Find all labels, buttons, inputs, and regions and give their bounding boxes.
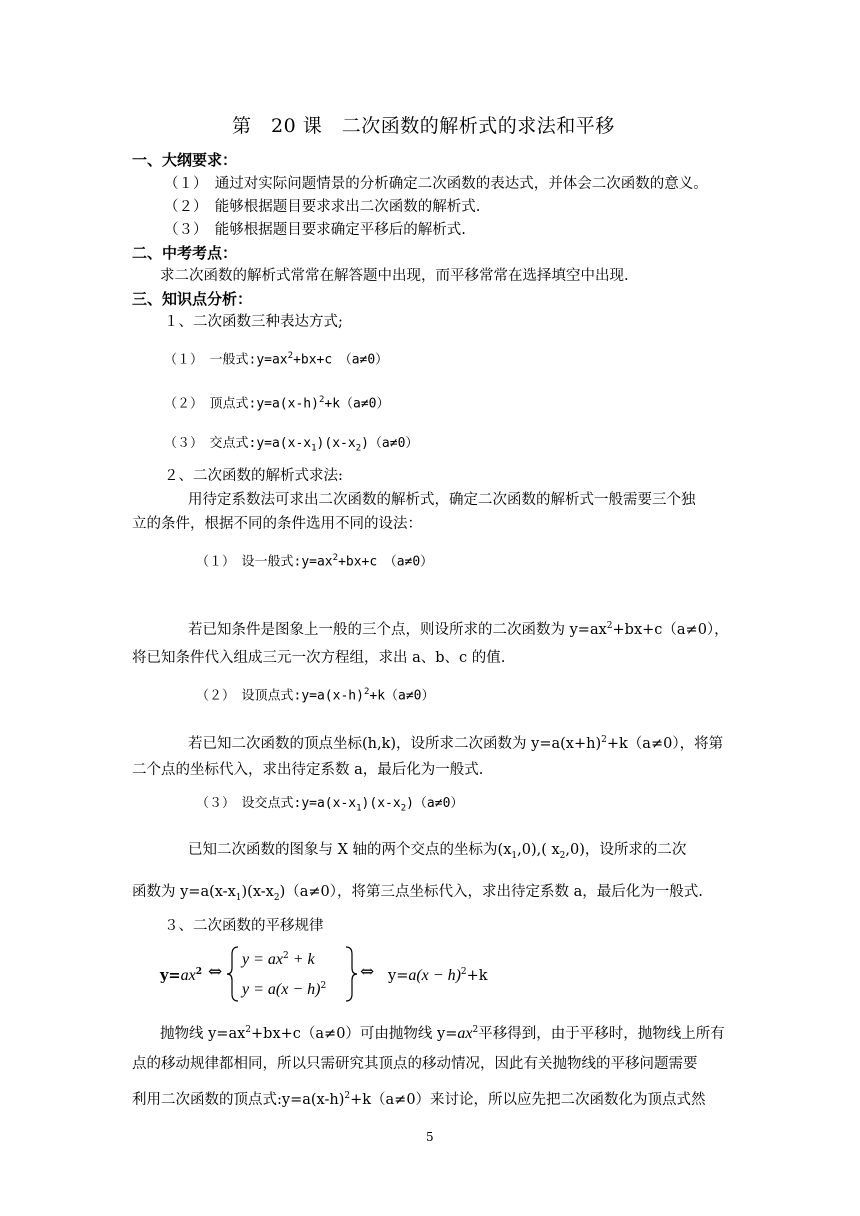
method-intercept: （３） 设交点式$:y=a(x-x_1)(x-x_2)(a\ne 0)$ [196, 796, 464, 814]
section-heading-knowledge: 三、知识点分析： [132, 290, 253, 308]
page-title: 第 20 课 二次函数的解析式的求法和平移 [232, 115, 615, 137]
section-heading-exam-points: 二、中考考点： [132, 244, 238, 262]
paragraph-undetermined-2: 立的条件，根据不同的条件选用不同的设法： [132, 516, 422, 532]
paragraph-undetermined-1: 用待定系数法可求出二次函数的解析式，确定二次函数的解析式一般需要三个独 [188, 492, 696, 508]
rule-arrow-right: ⇔ [360, 962, 375, 982]
right-brace-icon [344, 946, 358, 1002]
paragraph-parabola-1: 抛物线 $y=ax^2+bx+c(a\ne 0)$可由抛物线 $y=ax^2$平移得到，由于平移时，抛物线上所有 [160, 1024, 725, 1042]
formula-general: （１） 一般式$:y=ax^2+bx+c$ （a≠0） [164, 351, 389, 368]
page-number: 5 [426, 1130, 434, 1144]
method-vertex: （２） 设顶点式$:y=a(x-h)^2+k(a\ne 0)$ [196, 687, 435, 704]
paragraph-general-1: 若已知条件是图象上一般的三个点，则设所求的二次函数为 $y=ax^2+bx+c(a\ne 0)$， [188, 621, 729, 638]
rule-arrow-left: ⇔ [208, 962, 223, 982]
rule-bottom-equation: $y = a(x - h)^2$ [242, 980, 327, 998]
subheading-three-forms: １、二次函数三种表达方式; [164, 314, 343, 330]
paragraph-intercept-1: 已知二次函数的图象与 X 轴的两个交点的坐标为$(x_1,0)$,( $x_2,0$)，设所求的二次 [188, 842, 687, 861]
subheading-solve-methods: ２、二次函数的解析式求法: [164, 468, 343, 484]
section-heading-outline: 一、大纲要求： [132, 151, 238, 169]
paragraph-parabola-3: 利用二次函数的顶点式$:y=a(x-h)^2+k(a\ne 0)$来讨论，所以应先把二次函数化为顶点式然 [132, 1091, 706, 1108]
formula-intercept: （３） 交点式$:y=a(x-x_1)(x-x_2)(a\ne 0)$ [164, 436, 419, 454]
requirement-item-3: （３） 能够根据题目要求确定平移后的解析式. [164, 222, 466, 238]
method-general: （１） 设一般式$:y=ax^2+bx+c$ （a≠0） [196, 553, 434, 570]
rule-top-equation: $y = ax^2 + k$ [242, 950, 315, 968]
exam-points-text: 求二次函数的解析式常常在解答题中出现，而平移常常在选择填空中出现. [160, 268, 629, 284]
requirement-item-2: （２） 能够根据题目要求求出二次函数的解析式. [164, 199, 481, 215]
paragraph-vertex-1: 若已知二次函数的顶点坐标(h,k)，设所求二次函数为 $y=a(x+h)^2+k(a\ne 0)$，将第 [188, 735, 724, 752]
paragraph-general-2: 将已知条件代入组成三元一次方程组，求出 a、b、c 的值. [132, 650, 506, 666]
formula-vertex: （２） 顶点式$:y=a(x-h)^2+k(a\ne 0)$ [164, 395, 390, 412]
paragraph-vertex-2: 二个点的坐标代入，求出待定系数 a，最后化为一般式. [132, 762, 484, 778]
rule-lhs: $y=ax^2$ [160, 966, 202, 984]
translation-rule-formula [160, 946, 520, 1002]
rule-rhs: $y=a(x - h)^2+k$ [388, 966, 488, 984]
paragraph-parabola-2: 点的移动规律都相同，所以只需研究其顶点的移动情况，因此有关抛物线的平移问题需要 [132, 1056, 698, 1072]
left-brace-icon [226, 946, 240, 1002]
requirement-item-1: （１） 通过对实际问题情景的分析确定二次函数的表达式，并体会二次函数的意义。 [164, 176, 708, 192]
paragraph-intercept-2: 函数为 $y=a(x-x_1)(x-x_2)(a\ne 0)$，将第三点坐标代入，求出待定系数 a，最后化为一般式. [132, 884, 703, 903]
subheading-translation-rule: ３、二次函数的平移规律 [164, 918, 324, 934]
